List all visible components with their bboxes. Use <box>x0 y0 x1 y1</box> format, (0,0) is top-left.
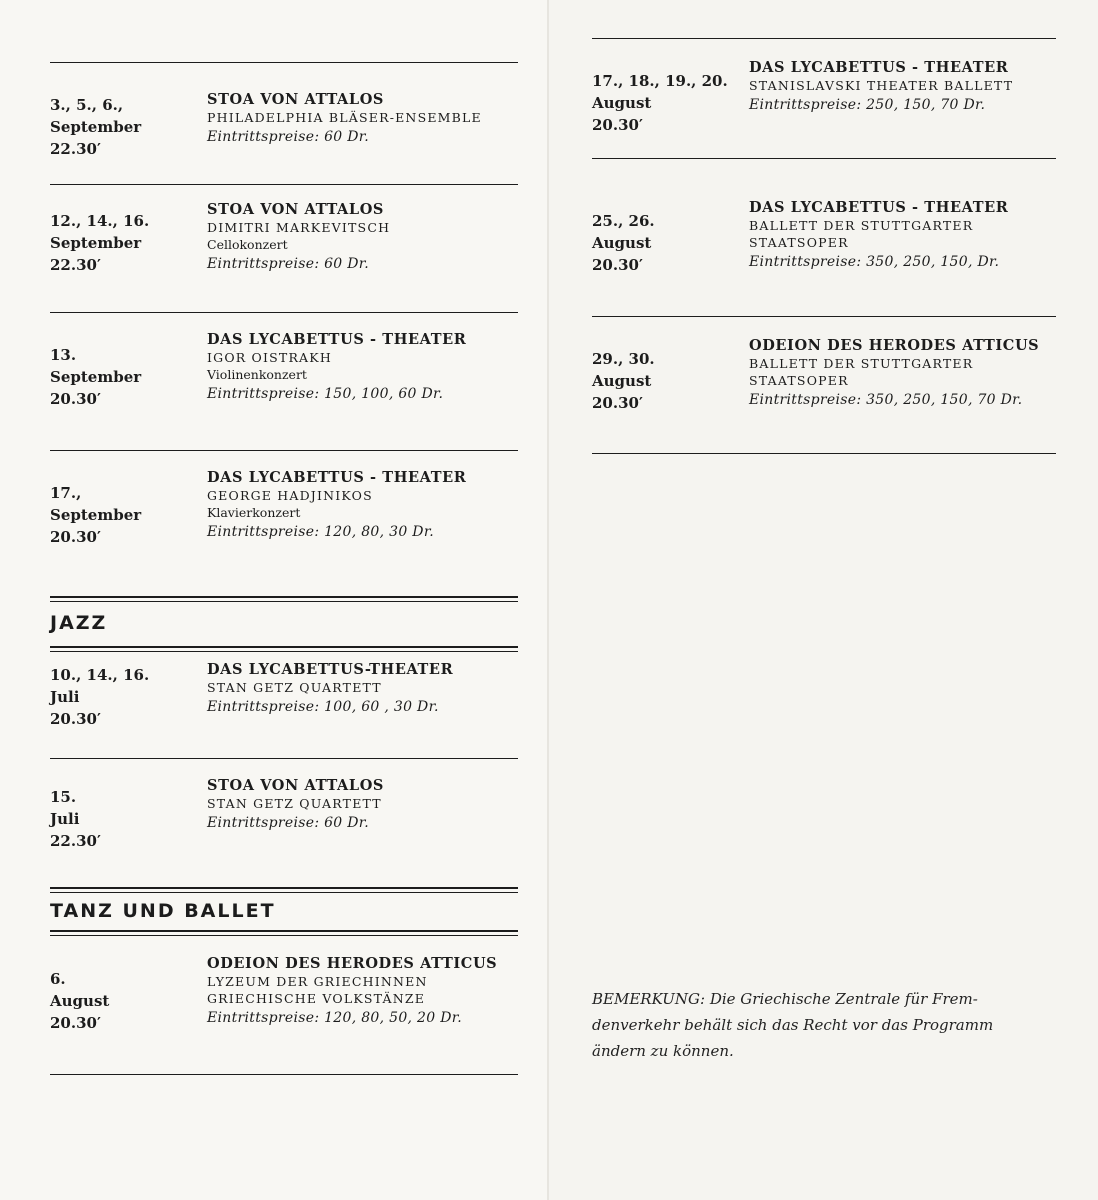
event-date-line: 29., 30. <box>592 350 655 368</box>
event-price: Eintrittspreise: 60 Dr. <box>207 815 369 831</box>
divider-rule <box>592 316 1056 317</box>
divider-rule <box>50 450 518 451</box>
event-price: Eintrittspreise: 250, 150, 70 Dr. <box>749 97 986 113</box>
event-info <box>749 336 1069 411</box>
event-price: Eintrittspreise: 100, 60 , 30 Dr. <box>207 699 439 715</box>
event-venue: DAS LYCABETTUS - THEATER <box>207 469 467 486</box>
top-rule <box>50 62 518 63</box>
event-venue: DAS LYCABETTUS - THEATER <box>749 59 1009 76</box>
event-performer: STAATSOPER <box>749 373 849 388</box>
event-date <box>50 94 200 160</box>
event-date-line: 13. <box>50 346 77 364</box>
remark-line: BEMERKUNG: Die Griechische Zentrale für Frem- <box>592 990 978 1008</box>
section-rule <box>50 887 518 893</box>
event-price: Eintrittspreise: 120, 80, 30 Dr. <box>207 524 435 540</box>
event-performer: STAN GETZ QUARTETT <box>207 680 382 695</box>
event-date-line: Juli <box>50 810 80 828</box>
event-date-line: September <box>50 234 142 252</box>
event-date <box>50 786 200 852</box>
section-rule <box>50 646 518 652</box>
event-date <box>50 210 200 276</box>
event-work: Klavierkonzert <box>207 505 301 520</box>
event-date-line: August <box>50 992 110 1010</box>
event-date-line: 20.30′ <box>50 528 101 546</box>
section-title-jazz: JAZZ <box>50 612 108 634</box>
event-work: Violinenkonzert <box>207 367 307 382</box>
event-date <box>50 482 200 548</box>
event-performer: BALLETT DER STUTTGARTER <box>749 218 974 233</box>
event-price: Eintrittspreise: 60 Dr. <box>207 256 369 272</box>
event-venue: DAS LYCABETTUS-THEATER <box>207 661 454 678</box>
event-date <box>592 210 742 276</box>
event-date-line: 20.30′ <box>592 394 643 412</box>
event-info <box>207 90 527 148</box>
bottom-rule <box>50 1074 518 1075</box>
event-venue: DAS LYCABETTUS - THEATER <box>207 331 467 348</box>
event-date-line: 10., 14., 16. <box>50 666 150 684</box>
event-date-line: August <box>592 234 652 252</box>
event-performer: STAN GETZ QUARTETT <box>207 796 382 811</box>
event-date-line: 22.30′ <box>50 256 101 274</box>
event-info <box>207 330 527 405</box>
event-date <box>592 70 742 136</box>
divider-rule <box>50 312 518 313</box>
event-date-line: 3., 5., 6., <box>50 96 124 114</box>
event-performer: BALLETT DER STUTTGARTER <box>749 356 974 371</box>
top-rule <box>592 38 1056 39</box>
page-fold <box>547 0 549 1200</box>
event-date-line: 6. <box>50 970 66 988</box>
divider-rule <box>50 758 518 759</box>
event-info <box>749 198 1069 273</box>
event-performer: IGOR OISTRAKH <box>207 350 332 365</box>
event-venue: STOA VON ATTALOS <box>207 201 384 218</box>
divider-rule <box>592 158 1056 159</box>
event-date-line: 20.30′ <box>50 710 101 728</box>
event-date <box>50 968 200 1034</box>
event-performer: GEORGE HADJINIKOS <box>207 488 373 503</box>
remark-note <box>592 986 1060 1064</box>
event-date <box>592 348 742 414</box>
event-info <box>749 58 1069 116</box>
event-performer: STAATSOPER <box>749 235 849 250</box>
event-date-line: 20.30′ <box>592 256 643 274</box>
remark-line: ändern zu können. <box>592 1042 734 1060</box>
section-title-dance: TANZ UND BALLET <box>50 900 276 922</box>
event-price: Eintrittspreise: 120, 80, 50, 20 Dr. <box>207 1010 462 1026</box>
event-date-line: August <box>592 94 652 112</box>
event-venue: DAS LYCABETTUS - THEATER <box>749 199 1009 216</box>
event-info <box>207 200 527 275</box>
section-rule <box>50 930 518 936</box>
section-rule <box>50 596 518 602</box>
event-date-line: September <box>50 118 142 136</box>
event-price: Eintrittspreise: 150, 100, 60 Dr. <box>207 386 444 402</box>
event-info <box>207 954 527 1029</box>
event-performer: LYZEUM DER GRIECHINNEN <box>207 974 428 989</box>
event-date-line: 20.30′ <box>50 390 101 408</box>
event-venue: STOA VON ATTALOS <box>207 777 384 794</box>
event-date-line: 20.30′ <box>592 116 643 134</box>
event-date-line: Juli <box>50 688 80 706</box>
event-date-line: 15. <box>50 788 77 806</box>
event-performer: PHILADELPHIA BLÄSER-ENSEMBLE <box>207 110 482 125</box>
event-date-line: 20.30′ <box>50 1014 101 1032</box>
event-info <box>207 660 527 718</box>
event-date-line: 25., 26. <box>592 212 655 230</box>
divider-rule <box>50 184 518 185</box>
remark-line: denverkehr behält sich das Recht vor das Programm <box>592 1016 994 1034</box>
event-venue: ODEION DES HERODES ATTICUS <box>749 337 1040 354</box>
event-date-line: 17., 18., 19., 20. <box>592 72 728 90</box>
event-date-line: 22.30′ <box>50 140 101 158</box>
event-date-line: 22.30′ <box>50 832 101 850</box>
event-price: Eintrittspreise: 350, 250, 150, 70 Dr. <box>749 392 1023 408</box>
bottom-rule <box>592 453 1056 454</box>
event-date <box>50 344 200 410</box>
event-price: Eintrittspreise: 350, 250, 150, Dr. <box>749 254 1000 270</box>
event-venue: STOA VON ATTALOS <box>207 91 384 108</box>
event-date-line: September <box>50 368 142 386</box>
event-performer: GRIECHISCHE VOLKSTÄNZE <box>207 991 426 1006</box>
event-work: Cellokonzert <box>207 237 288 252</box>
event-date-line: 12., 14., 16. <box>50 212 150 230</box>
event-performer: DIMITRI MARKEVITSCH <box>207 220 391 235</box>
event-price: Eintrittspreise: 60 Dr. <box>207 129 369 145</box>
event-info <box>207 468 527 543</box>
event-date-line: August <box>592 372 652 390</box>
event-performer: STANISLAVSKI THEATER BALLETT <box>749 78 1014 93</box>
event-info <box>207 776 527 834</box>
event-date <box>50 664 200 730</box>
event-venue: ODEION DES HERODES ATTICUS <box>207 955 498 972</box>
event-date-line: September <box>50 506 142 524</box>
event-date-line: 17., <box>50 484 82 502</box>
